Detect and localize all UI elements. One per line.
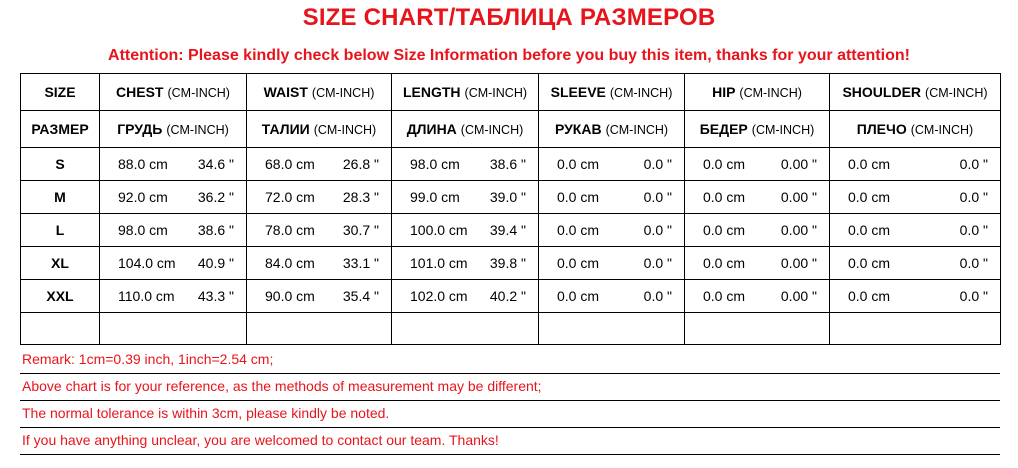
empty-cell <box>392 313 539 345</box>
header-cell: CHEST (CM-INCH) <box>100 74 247 111</box>
measure-cell: 101.0 cm 39.8 " <box>392 247 539 280</box>
remark-contact: If you have anything unclear, you are welcomed to contact our team. Thanks! <box>20 428 1000 455</box>
size-label: L <box>21 214 100 247</box>
measure-cell: 0.0 cm 0.00 " <box>685 247 830 280</box>
header-row-en <box>21 74 1001 111</box>
empty-cell <box>100 313 247 345</box>
size-chart-table <box>20 73 1001 345</box>
measure-cell: 0.0 cm 0.0 " <box>830 280 1001 313</box>
header-cell: ДЛИНА (CM-INCH) <box>392 111 539 148</box>
remarks-list <box>20 347 1000 455</box>
header-row-ru <box>21 111 1001 148</box>
empty-cell <box>830 313 1001 345</box>
empty-cell <box>247 313 392 345</box>
table-row <box>21 214 1001 247</box>
measure-cell: 92.0 cm 36.2 " <box>100 181 247 214</box>
measure-cell: 104.0 cm 40.9 " <box>100 247 247 280</box>
measure-cell: 0.0 cm 0.0 " <box>830 247 1001 280</box>
measure-cell: 0.0 cm 0.00 " <box>685 181 830 214</box>
attention-notice: Attention: Please kindly check below Size Information before you buy this item, thanks for your attention! <box>108 47 910 64</box>
measure-cell: 0.0 cm 0.0 " <box>830 214 1001 247</box>
remark-tolerance: The normal tolerance is within 3cm, please kindly be noted. <box>20 401 1000 428</box>
header-cell: SIZE <box>21 74 100 111</box>
header-cell: ПЛЕЧО (CM-INCH) <box>830 111 1001 148</box>
header-cell: SHOULDER (CM-INCH) <box>830 74 1001 111</box>
measure-cell: 0.0 cm 0.00 " <box>685 148 830 181</box>
measure-cell: 0.0 cm 0.0 " <box>539 280 685 313</box>
header-cell: ТАЛИИ (CM-INCH) <box>247 111 392 148</box>
header-cell: SLEEVE (CM-INCH) <box>539 74 685 111</box>
header-cell: HIP (CM-INCH) <box>685 74 830 111</box>
remark-conversion: Remark: 1cm=0.39 inch, 1inch=2.54 cm; <box>20 347 1000 374</box>
empty-cell <box>21 313 100 345</box>
header-cell: LENGTH (CM-INCH) <box>392 74 539 111</box>
measure-cell: 98.0 cm 38.6 " <box>100 214 247 247</box>
measure-cell: 0.0 cm 0.0 " <box>830 181 1001 214</box>
empty-row <box>21 313 1001 345</box>
measure-cell: 0.0 cm 0.0 " <box>830 148 1001 181</box>
page-title: SIZE CHART/ТАБЛИЦА РАЗМЕРОВ <box>302 4 716 31</box>
measure-cell: 99.0 cm 39.0 " <box>392 181 539 214</box>
measure-cell: 84.0 cm 33.1 " <box>247 247 392 280</box>
measure-cell: 68.0 cm 26.8 " <box>247 148 392 181</box>
measure-cell: 0.0 cm 0.00 " <box>685 214 830 247</box>
measure-cell: 78.0 cm 30.7 " <box>247 214 392 247</box>
size-label: XL <box>21 247 100 280</box>
table-row <box>21 181 1001 214</box>
header-cell: РУКАВ (CM-INCH) <box>539 111 685 148</box>
measure-cell: 98.0 cm 38.6 " <box>392 148 539 181</box>
header-cell: ГРУДЬ (CM-INCH) <box>100 111 247 148</box>
table-row <box>21 148 1001 181</box>
header-cell: БЕДЕР (CM-INCH) <box>685 111 830 148</box>
measure-cell: 88.0 cm 34.6 " <box>100 148 247 181</box>
measure-cell: 72.0 cm 28.3 " <box>247 181 392 214</box>
table-row <box>21 280 1001 313</box>
measure-cell: 0.0 cm 0.00 " <box>685 280 830 313</box>
measure-cell: 0.0 cm 0.0 " <box>539 181 685 214</box>
empty-cell <box>539 313 685 345</box>
measure-cell: 90.0 cm 35.4 " <box>247 280 392 313</box>
header-cell: РАЗМЕР <box>21 111 100 148</box>
measure-cell: 0.0 cm 0.0 " <box>539 214 685 247</box>
measure-cell: 102.0 cm 40.2 " <box>392 280 539 313</box>
table-row <box>21 247 1001 280</box>
size-label: S <box>21 148 100 181</box>
measure-cell: 100.0 cm 39.4 " <box>392 214 539 247</box>
size-label: M <box>21 181 100 214</box>
remark-reference: Above chart is for your reference, as the methods of measurement may be different; <box>20 374 1000 401</box>
empty-cell <box>685 313 830 345</box>
measure-cell: 0.0 cm 0.0 " <box>539 247 685 280</box>
header-cell: WAIST (CM-INCH) <box>247 74 392 111</box>
size-label: XXL <box>21 280 100 313</box>
measure-cell: 0.0 cm 0.0 " <box>539 148 685 181</box>
measure-cell: 110.0 cm 43.3 " <box>100 280 247 313</box>
